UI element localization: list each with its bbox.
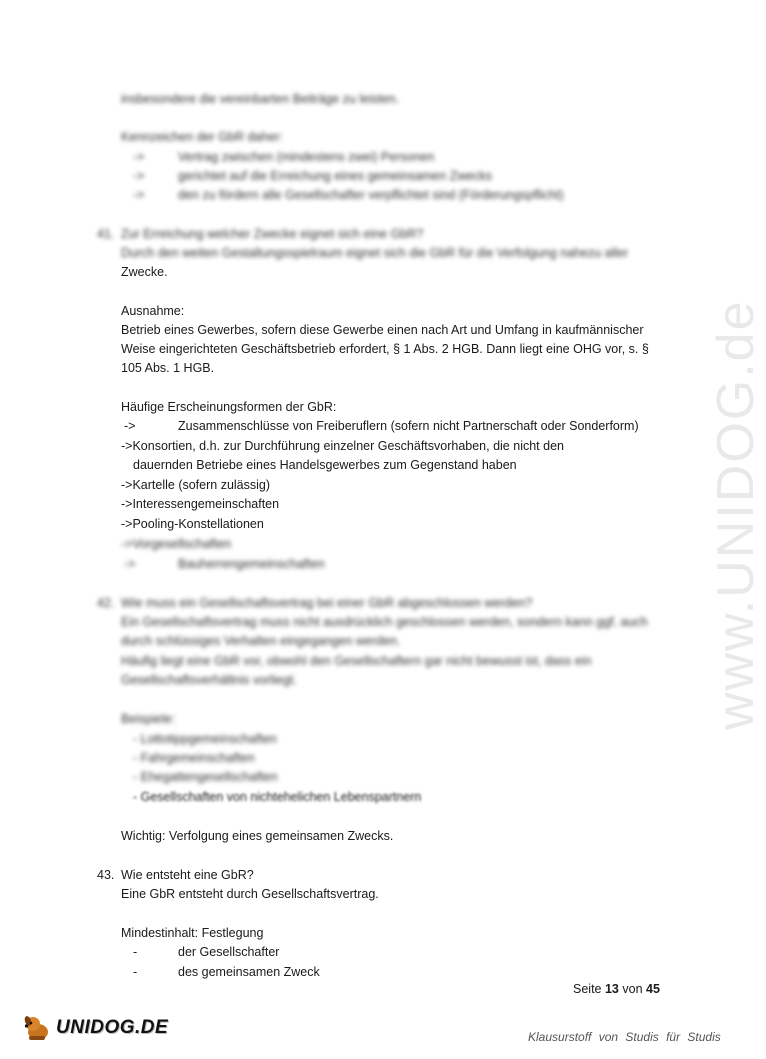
answer-line: Häufig liegt eine GbR vor, obwohl den Gesellschaftern gar nicht bewusst ist, dass ein <box>121 654 592 668</box>
list-item: Vertrag zwischen (mindestens zwei) Personen <box>178 150 435 164</box>
exception-line: 105 Abs. 1 HGB. <box>121 361 215 375</box>
list-item: den zu fördern alle Gesellschafter verpflichtet sind (Förderungspflicht) <box>178 188 564 202</box>
list-item: ->Kartelle (sofern zulässig) <box>121 478 271 492</box>
unidog-logo <box>22 1013 168 1043</box>
page-total: 45 <box>646 982 660 996</box>
forms-title: Häufige Erscheinungsformen der GbR: <box>121 400 337 414</box>
page-current: 13 <box>604 982 619 996</box>
list-item: Bauherrengemeinschaften <box>178 557 325 571</box>
question-number: 43. <box>97 868 115 882</box>
answer-line: Gesellschaftsverhältnis vorliegt. <box>121 673 297 687</box>
important-note: Wichtig: Verfolgung eines gemeinsamen Zwecks. <box>121 829 394 843</box>
logo-text: UNIDOG.DE <box>56 1017 169 1038</box>
question-42: Wie muss ein Gesellschaftsvertrag bei einer GbR abgeschlossen werden? <box>121 596 533 610</box>
footer-slogan: Klausurstoff von Studis für Studis <box>528 1030 721 1044</box>
question-43: Wie entsteht eine GbR? <box>121 868 254 882</box>
intro-text: insbesondere die vereinbarten Beiträge zu leisten. <box>121 92 399 106</box>
list-item: gerichtet auf die Erreichung eines gemeinsamen Zwecks <box>178 169 493 183</box>
answer-line: durch schlüssiges Verhalten eingegangen werden. <box>121 634 401 648</box>
list-arrow: -> <box>133 150 145 164</box>
exception-line: Weise eingerichteten Geschäftsbetrieb erfordert, § 1 Abs. 2 HGB. Dann liegt eine OHG vor, s. § <box>121 342 649 356</box>
exception-line: Betrieb eines Gewerbes, sofern diese Gewerbe einen nach Art und Umfang in kaufmännischer <box>121 323 644 337</box>
question-number: 42. <box>97 596 115 610</box>
page-prefix: Seite <box>573 982 602 996</box>
list-item: Zusammenschlüsse von Freiberuflern (sofern nicht Partnerschaft oder Sonderform) <box>178 419 639 433</box>
example-item: - Ehegattengesellschaften <box>133 770 278 784</box>
list-arrow: -> <box>133 169 145 183</box>
list-item: der Gesellschafter <box>178 945 280 959</box>
kennzeichen-title: Kennzeichen der GbR daher: <box>121 130 283 144</box>
list-dash: - <box>133 945 138 959</box>
exception-title: Ausnahme: <box>121 304 185 318</box>
list-arrow: -> <box>124 419 136 433</box>
list-dash: - <box>133 965 138 979</box>
dog-icon <box>22 1013 52 1043</box>
example-item: - Fahrgemeinschaften <box>133 751 255 765</box>
examples-title: Beispiele: <box>121 712 176 726</box>
example-item: - Lottotippgemeinschaften <box>133 732 277 746</box>
min-content-title: Mindestinhalt: Festlegung <box>121 926 264 940</box>
list-item: ->Konsortien, d.h. zur Durchführung einzelner Geschäftsvorhaben, die nicht den <box>121 439 564 453</box>
page-mid: von <box>622 982 643 996</box>
example-item: - Gesellschaften von nichtehelichen Lebenspartnern <box>133 790 422 804</box>
list-item: des gemeinsamen Zweck <box>178 965 320 979</box>
answer-line: Zwecke. <box>121 265 168 279</box>
answer-line: Ein Gesellschaftsvertrag muss nicht ausdrücklich geschlossen werden, sondern kann ggf. auch <box>121 615 648 629</box>
list-arrow: -> <box>133 188 145 202</box>
list-item: ->Pooling-Konstellationen <box>121 517 264 531</box>
page-number <box>573 982 660 996</box>
question-number: 41. <box>97 227 115 241</box>
watermark: www.UNIDOG.de <box>707 299 765 730</box>
answer-line: Durch den weiten Gestaltungsspielraum eignet sich die GbR für die Verfolgung nahezu aller <box>121 246 629 260</box>
list-item-continued: dauernden Betriebe eines Handelsgewerbes zum Gegenstand haben <box>133 458 517 472</box>
answer-line: Eine GbR entsteht durch Gesellschaftsvertrag. <box>121 887 379 901</box>
question-41: Zur Erreichung welcher Zwecke eignet sich eine GbR? <box>121 227 424 241</box>
list-arrow: -> <box>124 557 136 571</box>
list-item: ->Vorgesellschaften <box>121 537 232 551</box>
list-item: ->Interessengemeinschaften <box>121 497 280 511</box>
